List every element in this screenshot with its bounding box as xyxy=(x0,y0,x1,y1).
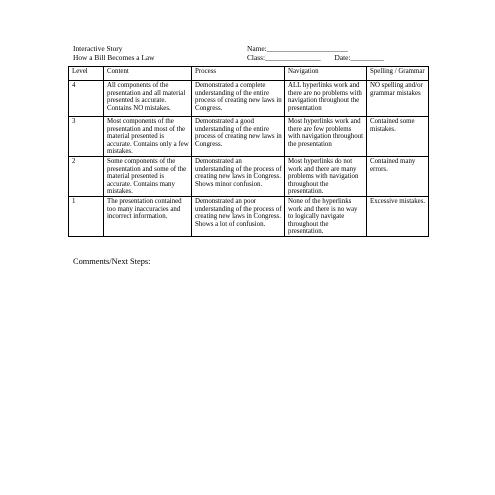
table-row xyxy=(69,117,429,157)
level-cell: 4 xyxy=(69,81,104,117)
navigation-cell: Most hyperlinks do not work and there are many problems with navigation throughout the presentation. xyxy=(285,156,367,196)
spelling-cell: Contained some mistakes. xyxy=(367,117,429,157)
comments-label: Comments/Next Steps: xyxy=(73,257,151,266)
class-label: Class: xyxy=(247,53,266,62)
document-title-block xyxy=(73,44,154,62)
content-cell: Some components of the presentation and some of the material presented is accurate. Contains many mistakes. xyxy=(104,156,192,196)
student-info-block xyxy=(247,44,384,62)
date-label: Date: xyxy=(334,53,351,62)
content-cell: All components of the presentation and all material presented is accurate. Contains NO mistakes. xyxy=(104,81,192,117)
name-line xyxy=(247,44,384,53)
column-header-spelling-grammar: Spelling / Grammar xyxy=(367,67,429,81)
document-title: Interactive Story xyxy=(73,44,123,53)
content-cell: The presentation contained too many inaccuracies and incorrect information. xyxy=(104,196,192,236)
class-date-line xyxy=(247,53,384,62)
level-cell: 3 xyxy=(69,117,104,157)
column-header-level: Level xyxy=(69,67,104,81)
process-cell: Demonstrated an understanding of the process of creating new laws in Congress. Shows minor confusion. xyxy=(192,156,285,196)
spelling-cell: Contained many errors. xyxy=(367,156,429,196)
rubric-table xyxy=(68,66,429,237)
table-row xyxy=(69,196,429,236)
column-header-content: Content xyxy=(104,67,192,81)
column-header-navigation: Navigation xyxy=(285,67,367,81)
navigation-cell: Most hyperlinks work and there are few problems with navigation throughout the presentation xyxy=(285,117,367,157)
content-cell: Most components of the presentation and most of the material presented is accurate. Contains only a few mistakes. xyxy=(104,117,192,157)
rubric-header-row xyxy=(69,67,429,81)
spelling-cell: NO spelling and/or grammar mistakes xyxy=(367,81,429,117)
process-cell: Demonstrated an poor understanding of the process of creating new laws in Congress. Shows a lot of confusion. xyxy=(192,196,285,236)
document-subtitle: How a Bill Becomes a Law xyxy=(73,53,155,62)
navigation-cell: None of the hyperlinks work and there is no way to logically navigate throughout the presentation. xyxy=(285,196,367,236)
table-row xyxy=(69,156,429,196)
level-cell: 1 xyxy=(69,196,104,236)
column-header-process: Process xyxy=(192,67,285,81)
navigation-cell: ALL hyperlinks work and there are no problems with navigation throughout the presentation xyxy=(285,81,367,117)
class-blank: _______________ xyxy=(265,53,321,62)
process-cell: Demonstrated a good understanding of the entire process of creating new laws in Congress. xyxy=(192,117,285,157)
table-row xyxy=(69,81,429,117)
name-label: Name: xyxy=(247,44,267,53)
spelling-cell: Excessive mistakes. xyxy=(367,196,429,236)
date-blank: _________ xyxy=(350,53,384,62)
process-cell: Demonstrated a complete understanding of the entire process of creating new laws in Congress. xyxy=(192,81,285,117)
level-cell: 2 xyxy=(69,156,104,196)
name-blank: ______________________ xyxy=(266,44,348,53)
